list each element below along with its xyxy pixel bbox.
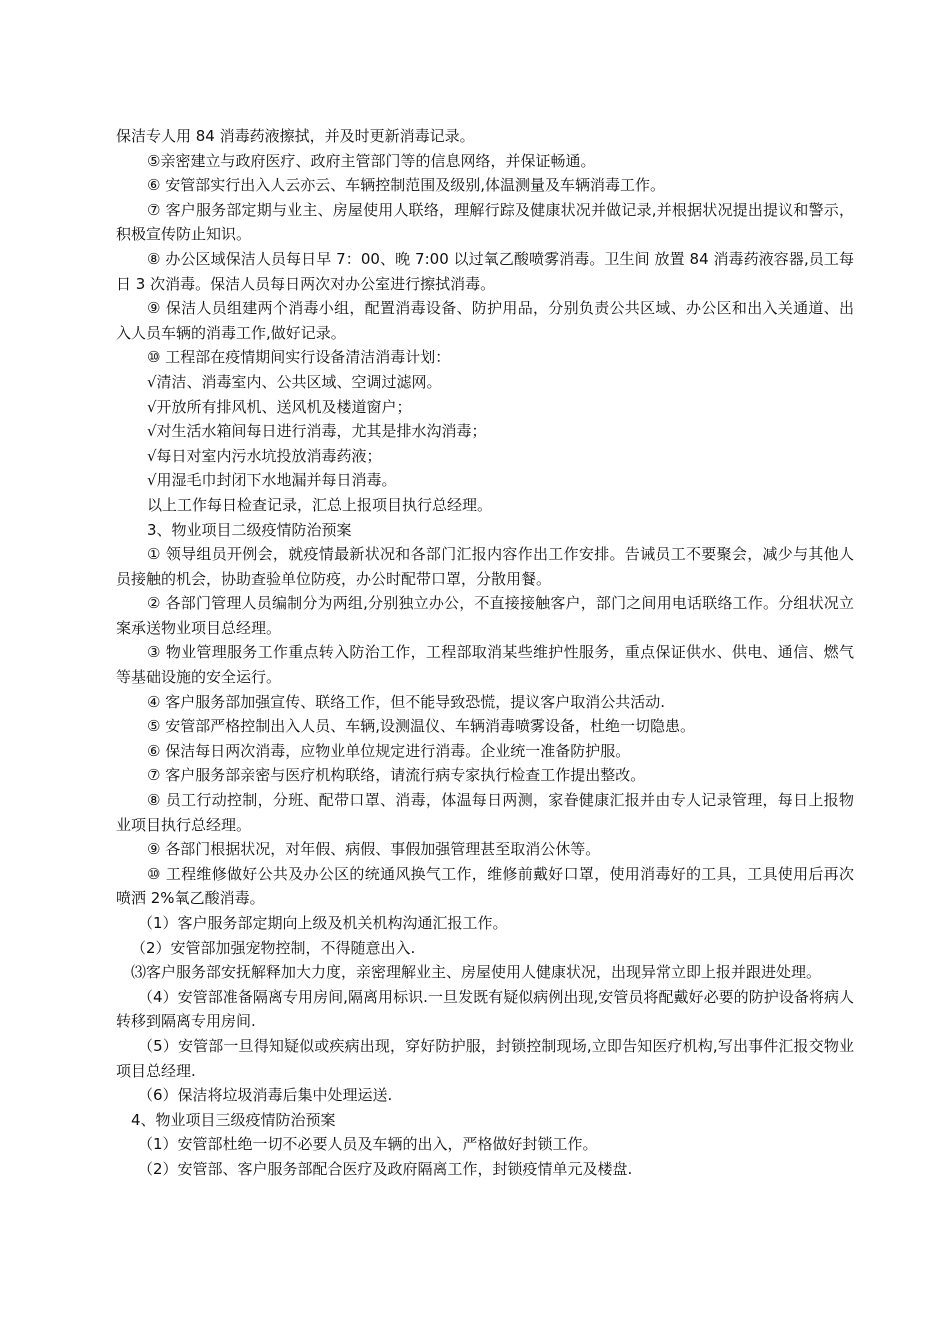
- paragraph: √每日对室内污水坑投放消毒药液；: [147, 446, 382, 465]
- paragraph: ⑥ 安管部实行出入人云亦云、车辆控制范围及级别,体温测量及车辆消毒工作。: [147, 176, 665, 195]
- paragraph: ⑦ 客户服务部亲密与医疗机构联络，请流行病专家执行检查工作提出整改。: [147, 766, 646, 785]
- paragraph: √开放所有排风机、送风机及楼道窗户；: [147, 397, 412, 416]
- paragraph: ⑥ 保洁每日两次消毒，应物业单位规定进行消毒。企业统一准备防护服。: [147, 741, 631, 760]
- paragraph: ② 各部门管理人员编制分为两组,分别独立办公，不直接接触客户，部门之间用电话联络工作。分组状况立案承送物业项目总经理。: [116, 594, 854, 637]
- paragraph: ⑧ 员工行动控制，分班、配带口罩、消毒，体温每日两测，家眷健康汇报并由专人记录管理，每日上报物业项目执行总经理。: [116, 791, 854, 834]
- paragraph: √清洁、消毒室内、公共区域、空调过滤网。: [147, 372, 442, 391]
- paragraph: √用湿毛巾封闭下水地漏并每日消毒。: [147, 471, 397, 490]
- paragraph: ④ 客户服务部加强宣传、联络工作，但不能导致恐慌，提议客户取消公共活动.: [147, 692, 665, 711]
- paragraph: （1）安管部杜绝一切不必要人员及车辆的出入，严格做好封锁工作。: [138, 1135, 598, 1154]
- paragraph: 以上工作每日检查记录，汇总上报项目执行总经理。: [147, 495, 493, 514]
- paragraph: （4）安管部准备隔离专用房间,隔离用标识.一旦发既有疑似病例出现,安管员将配戴好必要的防护设备将病人转移到隔离专用房间.: [116, 987, 854, 1031]
- paragraph: ⑩ 工程维修做好公共及办公区的统通风换气工作，维修前戴好口罩，使用消毒好的工具，工具使用后再次喷洒 2%氧乙酸消毒。: [116, 864, 854, 908]
- paragraph: 4、物业项目三级疫情防治预案: [131, 1110, 336, 1129]
- paragraph: √对生活水箱间每日进行消毒，尤其是排水沟消毒；: [147, 422, 487, 441]
- paragraph: ⑨ 各部门根据状况，对年假、病假、事假加强管理甚至取消公休等。: [147, 840, 601, 859]
- paragraph: ⑤ 安管部严格控制出入人员、车辆,设测温仪、车辆消毒喷雾设备，杜绝一切隐患。: [147, 717, 695, 736]
- paragraph: ③ 物业管理服务工作重点转入防治工作，工程部取消某些维护性服务，重点保证供水、供电、通信、燃气等基础设施的安全运行。: [116, 643, 854, 687]
- paragraph: （6）保洁将垃圾消毒后集中处理运送.: [138, 1086, 393, 1105]
- paragraph: ⑶客户服务部安抚解释加大力度，亲密理解业主、房屋使用人健康状况，出现异常立即上报并跟进处理。: [131, 963, 822, 982]
- paragraph: （2）安管部、客户服务部配合医疗及政府隔离工作，封锁疫情单元及楼盘.: [138, 1159, 633, 1178]
- paragraph: ⑧ 办公区域保洁人员每日早 7：00、晚 7:00 以过氧乙酸喷雾消毒。卫生间 放置 84 消毒药液容器,员工每日 3 次消毒。保洁人员每日两次对办公室进行擦拭消毒。: [116, 249, 854, 293]
- paragraph: （2）安管部加强宠物控制，不得随意出入.: [131, 938, 416, 957]
- paragraph: （5）安管部一旦得知疑似或疾病出现，穿好防护服，封锁控制现场,立即告知医疗机构,写出事件汇报交物业项目总经理.: [116, 1036, 854, 1080]
- paragraph: ① 领导组员开例会，就疫情最新状况和各部门汇报内容作出工作安排。告诫员工不要聚会，减少与其他人员接触的机会，协助查验单位防疫，办公时配带口罩，分散用餐。: [116, 545, 854, 588]
- paragraph: 保洁专人用 84 消毒药液擦拭，并及时更新消毒记录。: [116, 127, 475, 145]
- document-body: [116, 124, 854, 1182]
- paragraph: 3、物业项目二级疫情防治预案: [147, 520, 352, 539]
- paragraph: ⑨ 保洁人员组建两个消毒小组，配置消毒设备、防护用品，分别负责公共区域、办公区和出入关通道、出入人员车辆的消毒工作,做好记录。: [116, 299, 854, 342]
- paragraph: （1）客户服务部定期向上级及机关机构沟通汇报工作。: [138, 914, 508, 932]
- paragraph: ⑦ 客户服务部定期与业主、房屋使用人联络，理解行踪及健康状况并做记录,并根据状况提出提议和警示，积极宣传防止知识。: [116, 200, 854, 244]
- paragraph: ⑩ 工程部在疫情期间实行设备清洁消毒计划：: [147, 348, 451, 367]
- paragraph: ⑤亲密建立与政府医疗、政府主管部门等的信息网络，并保证畅通。: [147, 151, 596, 170]
